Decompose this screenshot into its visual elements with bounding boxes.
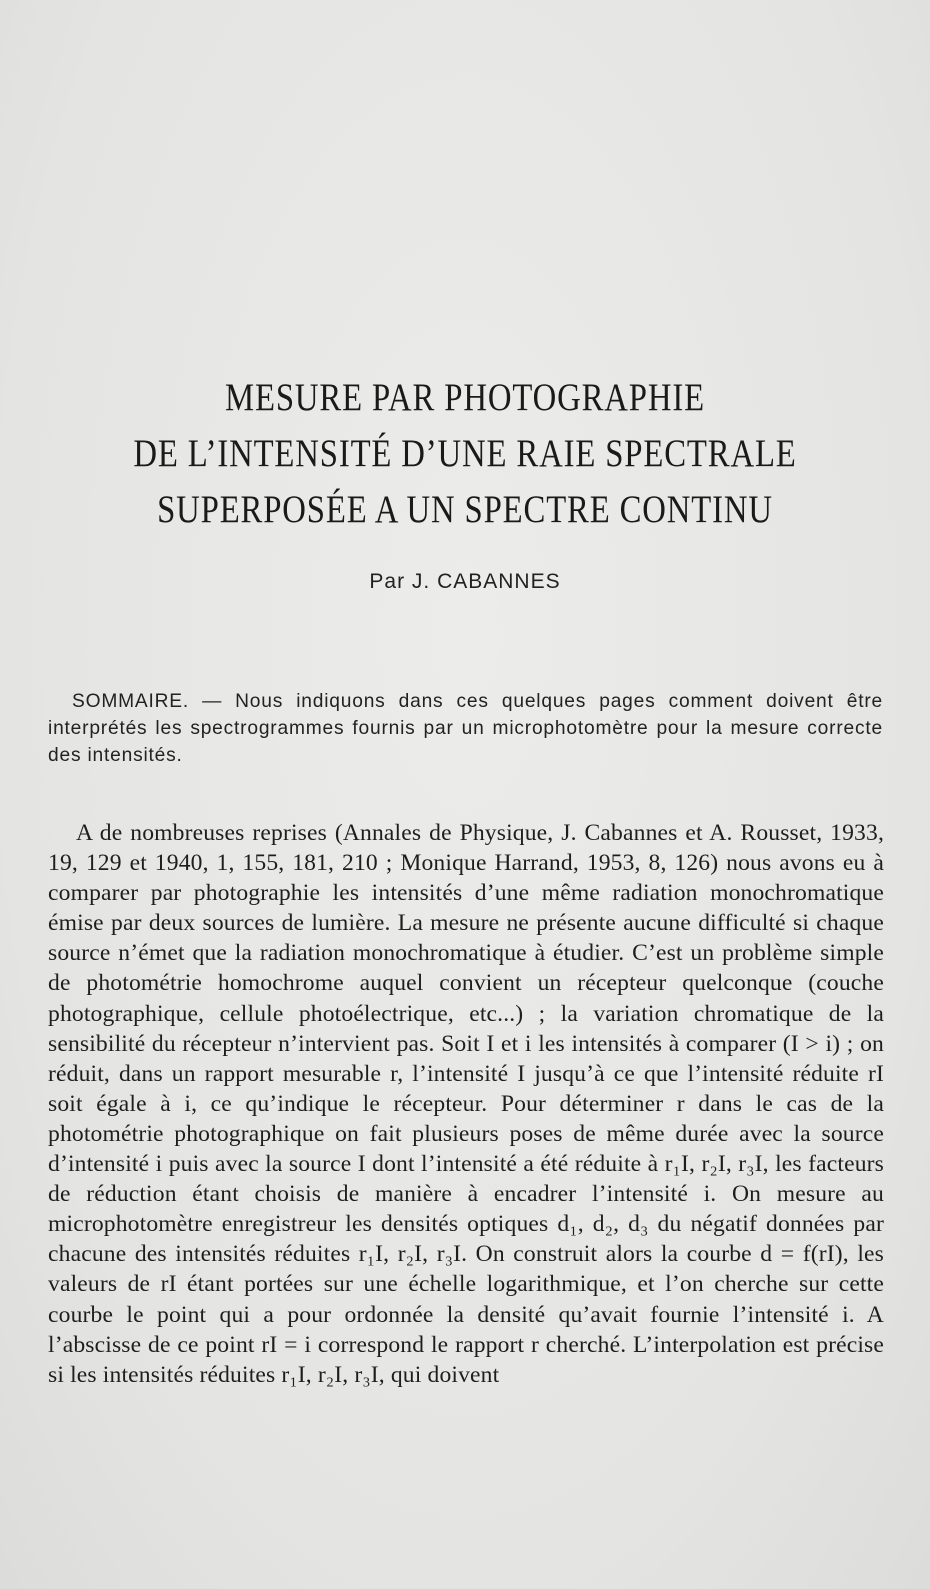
body-paragraph-text: A de nombreuses reprises (Annales de Physique, J. Cabannes et A. Rousset, 1933, 19, 129 et 1940, 1, 155, 181, 210 ; Monique Harrand, 1953, 8, 126) nous avons eu à comparer par photographie les intensités d’une même radiation monochromatique émise par deux sources de lumière. La mesure ne présente aucune difficulté si chaque source n’émet que la radiation monochromatique à étudier. C’est un problème simple de photométrie homochrome auquel convient un récepteur quelconque (couche photographique, cellule photoélectrique, etc...) ; la variation chromatique de la sensibilité du récepteur n’intervient pas. Soit I et i les intensités à comparer (I > i) ; on réduit, dans un rapport mesurable r, l’intensité I jusqu’à ce que l’intensité réduite rI soit égale à i, ce qu’indique le récepteur. Pour déterminer r dans le cas de la photométrie photographique on fait plusieurs poses de même durée avec la source d’intensité i puis avec la source I dont l’intensité a été réduite à r₁I, r₂I, r₃I, les facteurs de réduction étant choisis de manière à encadrer l’intensité i. On mesure au microphotomètre enregistreur les densités optiques d₁, d₂, d₃ du négatif données par chacune des intensités réduites r₁I, r₂I, r₃I. On construit alors la courbe d = f(rI), les valeurs de rI étant portées sur une échelle logarithmique, et l’on cherche sur cette courbe le point qui a pour ordonnée la densité qu’avait fournie l’intensité i. A l’abscisse de ce point rI = i correspond le rapport r cherché. L’interpolation est précise si les intensités réduites r₁I, r₂I, r₃I, qui doivent xyxy=(48,820,884,1388)
article-title xyxy=(0,370,930,538)
summary-text: SOMMAIRE. — Nous indiquons dans ces quelques pages comment doivent être interprétés les spectrogrammes fournis par un microphotomètre pour la mesure correcte des intensités. xyxy=(48,691,883,766)
title-line-2: DE L’INTENSITÉ D’UNE RAIE SPECTRALE xyxy=(133,432,797,475)
author-byline: Par J. CABANNES xyxy=(369,570,561,593)
title-line-3: SUPERPOSÉE A UN SPECTRE CONTINU xyxy=(157,488,773,531)
body-paragraph xyxy=(48,818,884,1390)
title-line-1: MESURE PAR PHOTOGRAPHIE xyxy=(225,376,705,419)
summary-abstract xyxy=(48,688,883,769)
